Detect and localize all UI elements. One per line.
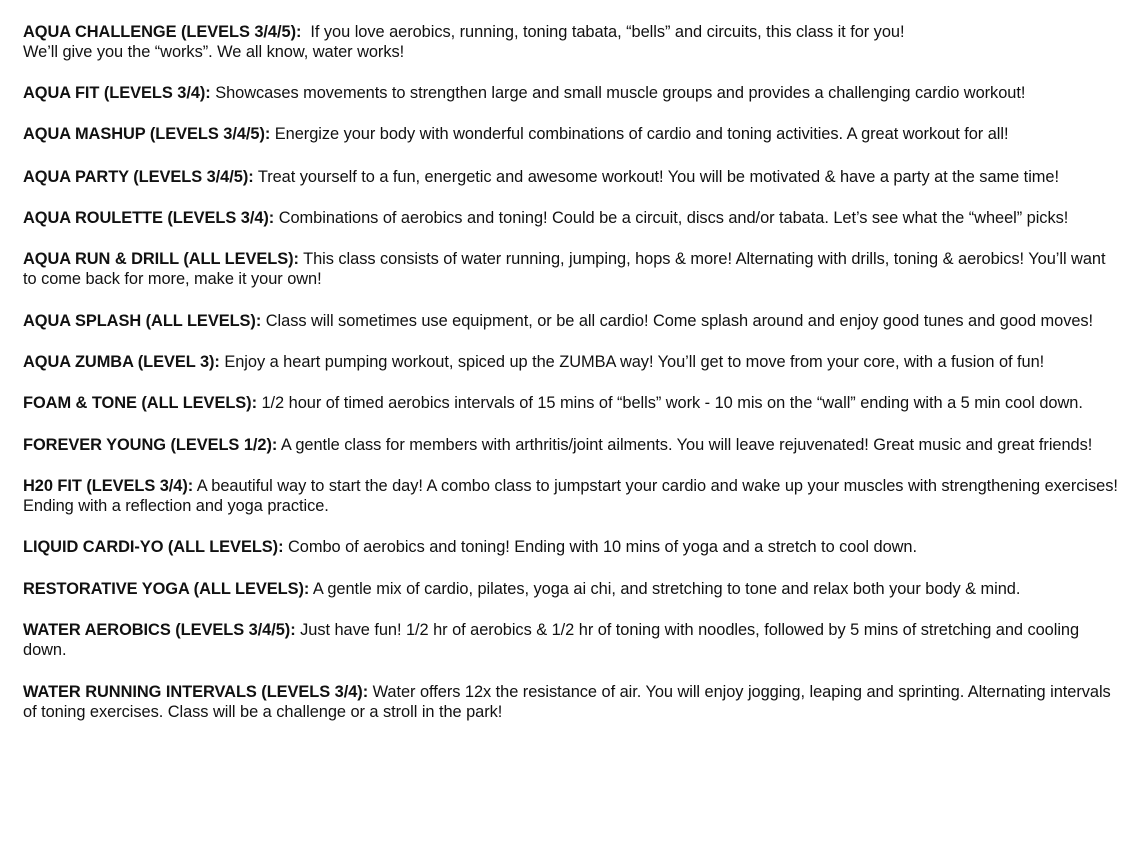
class-name: FOAM & TONE (ALL LEVELS): [23,394,257,412]
class-entry-aqua-run-drill [23,249,1121,289]
class-description: Energize your body with wonderful combinations of cardio and toning activities. A great workout for all! [270,125,1009,143]
class-entry-liquid-cardi-yo [23,537,1121,557]
class-entry-restorative-yoga [23,579,1121,599]
class-entry-foam-tone [23,393,1121,413]
class-name: AQUA RUN & DRILL (ALL LEVELS): [23,250,299,268]
class-entry-aqua-mashup [23,124,1121,144]
class-description-line-2: We’ll give you the “works”. We all know, water works! [23,43,405,61]
class-description: A beautiful way to start the day! A combo class to jumpstart your cardio and wake up your muscles with strengthening exercises! Ending with a reflection and yoga practice. [23,477,1118,515]
class-entry-water-aerobics [23,620,1121,660]
class-entry-aqua-party [23,167,1121,187]
class-entry-aqua-splash [23,311,1121,331]
class-description: Combinations of aerobics and toning! Could be a circuit, discs and/or tabata. Let’s see what the “wheel” picks! [274,209,1069,227]
class-entry-aqua-zumba [23,352,1121,372]
class-name: AQUA FIT (LEVELS 3/4): [23,84,211,102]
class-name: AQUA MASHUP (LEVELS 3/4/5): [23,125,271,143]
class-description: Water offers 12x the resistance of air. You will enjoy jogging, leaping and sprinting. Alternating intervals of toning exercises. Class will be a challenge or a stroll in the park! [23,683,1111,721]
class-name: AQUA CHALLENGE (LEVELS 3/4/5): [23,23,302,41]
class-description: Just have fun! 1/2 hr of aerobics & 1/2 hr of toning with noodles, followed by 5 mins of stretching and cooling down. [23,621,1080,659]
class-description: A gentle class for members with arthritis/joint ailments. You will leave rejuvenated! Great music and great friends! [277,436,1093,454]
class-name: AQUA SPLASH (ALL LEVELS): [23,312,262,330]
class-entry-h20-fit [23,476,1121,516]
class-description: Enjoy a heart pumping workout, spiced up the ZUMBA way! You’ll get to move from your core, with a fusion of fun! [219,353,1045,371]
class-entry-aqua-roulette [23,208,1121,228]
class-name: LIQUID CARDI-YO (ALL LEVELS): [23,538,284,556]
class-description: This class consists of water running, jumping, hops & more! Alternating with drills, toning & aerobics! You’ll want to come back for more, make it your own! [23,250,1106,288]
class-name: WATER AEROBICS (LEVELS 3/4/5): [23,621,296,639]
class-description: If you love aerobics, running, toning tabata, “bells” and circuits, this class it for you! [301,23,905,41]
class-name: WATER RUNNING INTERVALS (LEVELS 3/4): [23,683,369,701]
class-entry-forever-young [23,435,1121,455]
class-description: 1/2 hour of timed aerobics intervals of 15 mins of “bells” work - 10 mis on the “wall” ending with a 5 min cool down. [256,394,1083,412]
class-name: AQUA ZUMBA (LEVEL 3): [23,353,220,371]
class-description: Combo of aerobics and toning! Ending with 10 mins of yoga and a stretch to cool down. [283,538,917,556]
class-name: H20 FIT (LEVELS 3/4): [23,477,194,495]
class-description: Class will sometimes use equipment, or be all cardio! Come splash around and enjoy good tunes and good moves! [261,312,1094,330]
class-name: FOREVER YOUNG (LEVELS 1/2): [23,436,278,454]
class-description: A gentle mix of cardio, pilates, yoga ai chi, and stretching to tone and relax both your body & mind. [309,580,1021,598]
class-entry-aqua-fit [23,83,1121,103]
class-name: AQUA ROULETTE (LEVELS 3/4): [23,209,275,227]
class-description: Treat yourself to a fun, energetic and awesome workout! You will be motivated & have a party at the same time! [253,168,1059,186]
class-entry-aqua-challenge [23,22,1121,62]
class-description: Showcases movements to strengthen large and small muscle groups and provides a challenging cardio workout! [210,84,1026,102]
class-name: AQUA PARTY (LEVELS 3/4/5): [23,168,254,186]
class-name: RESTORATIVE YOGA (ALL LEVELS): [23,580,310,598]
class-entry-water-running-intervals [23,682,1121,722]
